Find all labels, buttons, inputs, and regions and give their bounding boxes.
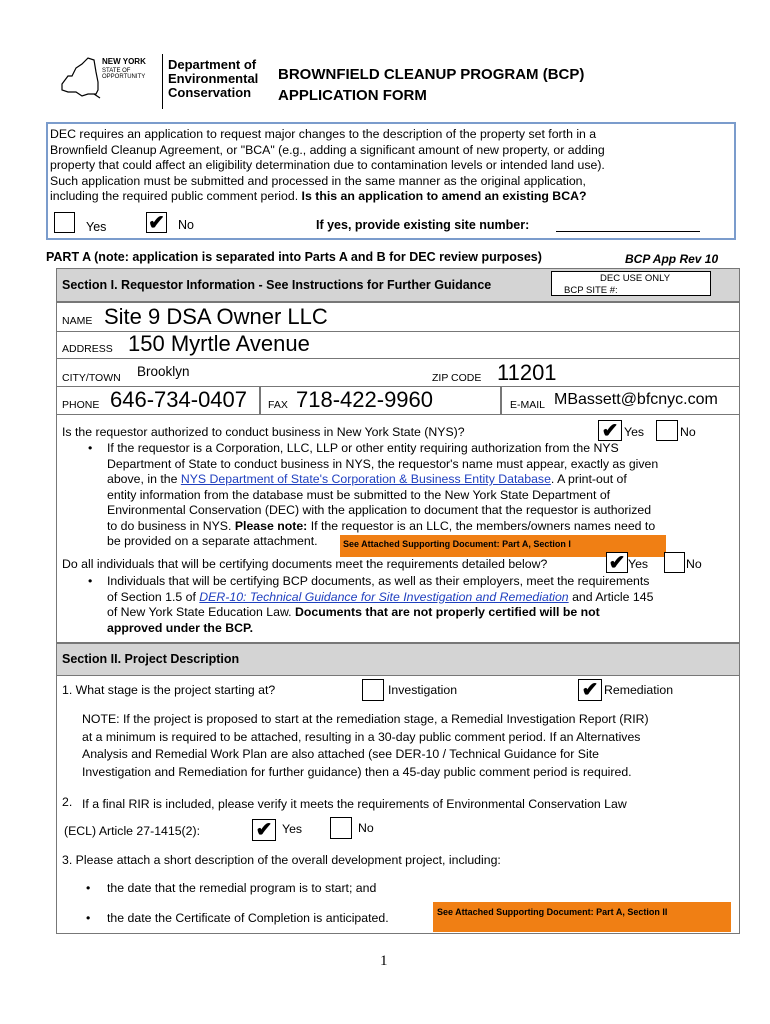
- bullet-line: be provided on a separate attachment.: [107, 534, 318, 548]
- form-revision: BCP App Rev 10: [625, 252, 719, 266]
- rir-yes-checkbox[interactable]: ✔: [252, 819, 276, 841]
- bullet-line: Environmental Conservation (DEC) with the application to document that the requestor is authorized: [107, 503, 652, 517]
- bullet-text: above, in the: [107, 472, 181, 486]
- bullet-line: entity information from the database must be submitted to the New York State Department of: [107, 487, 611, 502]
- rir-no-label: No: [358, 821, 374, 835]
- stage-investigation-checkbox[interactable]: [362, 679, 384, 701]
- certifying-bullet: [107, 574, 737, 636]
- nys-authorized-no-label: No: [680, 425, 696, 439]
- attached-doc-note-section2: See Attached Supporting Document: Part A, Section II: [433, 902, 731, 932]
- form-title: [278, 64, 584, 106]
- bullet-line: If the requestor is a Corporation, LLC, LLP or other entity requiring authorization from the NYS: [107, 441, 619, 455]
- bcp-site-field[interactable]: [622, 295, 702, 296]
- certifying-no-checkbox[interactable]: [664, 552, 685, 573]
- note-line: NOTE: If the project is proposed to start at the remediation stage, a Remedial Investigation Report (RIR): [82, 712, 649, 726]
- address-field[interactable]: 150 Myrtle Avenue: [128, 331, 310, 356]
- bullet-text: If the requestor is an LLC, the members/owners names need to: [307, 518, 656, 533]
- certification-warning: Documents that are not properly certified will be not: [295, 605, 600, 619]
- logo-dept-line3: Conservation: [168, 85, 252, 100]
- fax-label: FAX: [268, 399, 288, 411]
- remediation-note: [82, 711, 734, 781]
- attached-doc-note-section1: See Attached Supporting Document: Part A, Section I: [340, 535, 666, 557]
- amend-no-label: No: [178, 218, 194, 232]
- site-number-label: If yes, provide existing site number:: [316, 218, 530, 232]
- certifying-question: Do all individuals that will be certifying documents meet the requirements detailed below?: [62, 557, 548, 571]
- zip-label: ZIP CODE: [432, 372, 482, 384]
- bullet-line: Department of State to conduct business in NYS, the requestor's name must appear, exactly as given: [107, 456, 659, 471]
- bullet-line: approved under the BCP.: [107, 620, 253, 635]
- bullet-line: [107, 590, 737, 606]
- row-divider: [500, 387, 502, 415]
- coc-date-item: the date the Certificate of Completion is anticipated.: [107, 911, 389, 925]
- amend-question: Is this an application to amend an existing BCA?: [301, 189, 587, 203]
- logo-department: [168, 58, 258, 100]
- logo-state-name: NEW YORK: [102, 57, 146, 66]
- certifying-yes-checkbox[interactable]: ✔: [606, 552, 628, 573]
- email-label: E-MAIL: [510, 399, 546, 411]
- bullet-line: [107, 605, 737, 621]
- intro-line: Brownfield Cleanup Agreement, or "BCA" (e.g., adding a significant amount of new property, or adding: [50, 142, 605, 157]
- development-description-question: 3. Please attach a short description of the overall development project, including:: [62, 853, 501, 867]
- certifying-no-label: No: [686, 557, 702, 571]
- nys-dos-database-link[interactable]: NYS Department of State's Corporation & Business Entity Database: [180, 472, 551, 486]
- rir-question-number: 2.: [62, 795, 73, 809]
- amendment-intro-text: [50, 127, 730, 205]
- note-line: Investigation and Remediation for further guidance) then a 45-day public comment period is required.: [82, 764, 632, 779]
- nys-authorized-yes-checkbox[interactable]: ✔: [598, 420, 622, 441]
- bullet-dot: •: [88, 574, 93, 588]
- site-number-field[interactable]: [556, 231, 700, 232]
- note-line: at a minimum is required to be attached, resulting in a 30-day public comment period. If an Alternatives: [82, 729, 641, 744]
- address-label: ADDRESS: [62, 343, 113, 355]
- stage-remediation-label: Remediation: [604, 683, 674, 697]
- row-divider: [259, 387, 261, 415]
- intro-line: [50, 189, 730, 205]
- dec-use-only-box: [551, 271, 711, 296]
- stage-investigation-label: Investigation: [388, 683, 458, 697]
- bullet-line: [107, 519, 737, 535]
- email-field[interactable]: MBassett@bfcnyc.com: [554, 391, 718, 408]
- nys-dec-logo: [58, 54, 268, 110]
- name-field[interactable]: Site 9 DSA Owner LLC: [104, 304, 328, 329]
- fax-field[interactable]: 718-422-9960: [296, 387, 434, 412]
- city-field[interactable]: Brooklyn: [137, 364, 190, 379]
- form-title-line1: BROWNFIELD CLEANUP PROGRAM (BCP): [278, 66, 585, 83]
- rir-no-checkbox[interactable]: [330, 817, 352, 839]
- rir-question: If a final RIR is included, please verify it meets the requirements of Environmental Conservation Law: [82, 797, 627, 811]
- intro-line: property that could affect an eligibility determination due to contamination levels or intended land use).: [50, 158, 605, 172]
- dec-use-only-label: DEC USE ONLY: [600, 273, 671, 284]
- bullet-text: of Section 1.5 of: [107, 589, 200, 604]
- please-note: Please note:: [234, 518, 308, 533]
- amend-yes-checkbox[interactable]: [54, 212, 75, 233]
- nys-authorized-no-checkbox[interactable]: [656, 420, 678, 441]
- amend-no-checkbox[interactable]: ✔: [146, 212, 167, 233]
- bullet-text: . A print-out of: [550, 472, 627, 486]
- bullet-text: to do business in NYS.: [107, 518, 235, 533]
- logo-state-sub: STATE OF OPPORTUNITY: [102, 68, 146, 80]
- phone-label: PHONE: [62, 399, 100, 411]
- section2-title: Section II. Project Description: [62, 652, 240, 666]
- project-stage-question: 1. What stage is the project starting at?: [62, 683, 276, 697]
- certifying-yes-label: Yes: [628, 557, 649, 571]
- remedial-start-item: the date that the remedial program is to start; and: [107, 881, 377, 895]
- section1-title: Section I. Requestor Information - See Instructions for Further Guidance: [62, 278, 492, 292]
- bullet-dot: •: [88, 441, 93, 455]
- phone-field[interactable]: 646-734-0407: [110, 387, 248, 412]
- logo-divider: [162, 54, 163, 109]
- bullet-dot: •: [86, 881, 91, 895]
- bcp-site-label: BCP SITE #:: [564, 285, 618, 296]
- zip-field[interactable]: 11201: [497, 360, 557, 385]
- logo-dept-line1: Department of: [168, 57, 257, 72]
- intro-line: Such application must be submitted and processed in the same manner as the original application,: [50, 173, 586, 188]
- note-line: Analysis and Remedial Work Plan are also attached (see DER-10 / Technical Guidance for Site: [82, 747, 599, 761]
- intro-line-text: including the required public comment period.: [50, 189, 302, 203]
- amend-yes-label: Yes: [86, 220, 107, 234]
- corporation-bullet: [107, 441, 737, 550]
- nys-authorized-question: Is the requestor authorized to conduct business in New York State (NYS)?: [62, 425, 465, 439]
- stage-remediation-checkbox[interactable]: ✔: [578, 679, 602, 701]
- logo-dept-line2: Environmental: [168, 71, 259, 86]
- part-a-heading: PART A (note: application is separated into Parts A and B for DEC review purposes): [46, 250, 542, 264]
- intro-line: DEC requires an application to request major changes to the description of the property set forth in a: [50, 127, 597, 141]
- nys-authorized-yes-label: Yes: [624, 425, 645, 439]
- bullet-line: Individuals that will be certifying BCP documents, as well as their employers, meet the requirements: [107, 574, 650, 588]
- der10-guidance-link[interactable]: DER-10: Technical Guidance for Site Investigation and Remediation: [199, 589, 569, 604]
- page-number: 1: [380, 953, 388, 969]
- form-title-line2: APPLICATION FORM: [278, 87, 427, 104]
- rir-question-ecl: (ECL) Article 27-1415(2):: [64, 824, 201, 838]
- bullet-line: [107, 472, 737, 488]
- bullet-text: and Article 145: [568, 589, 654, 604]
- rir-yes-label: Yes: [282, 822, 303, 836]
- city-label: CITY/TOWN: [62, 372, 121, 384]
- bullet-text: of New York State Education Law.: [107, 605, 295, 619]
- ny-state-outline-icon: [58, 54, 102, 104]
- name-label: NAME: [62, 315, 93, 327]
- bullet-dot: •: [86, 911, 91, 925]
